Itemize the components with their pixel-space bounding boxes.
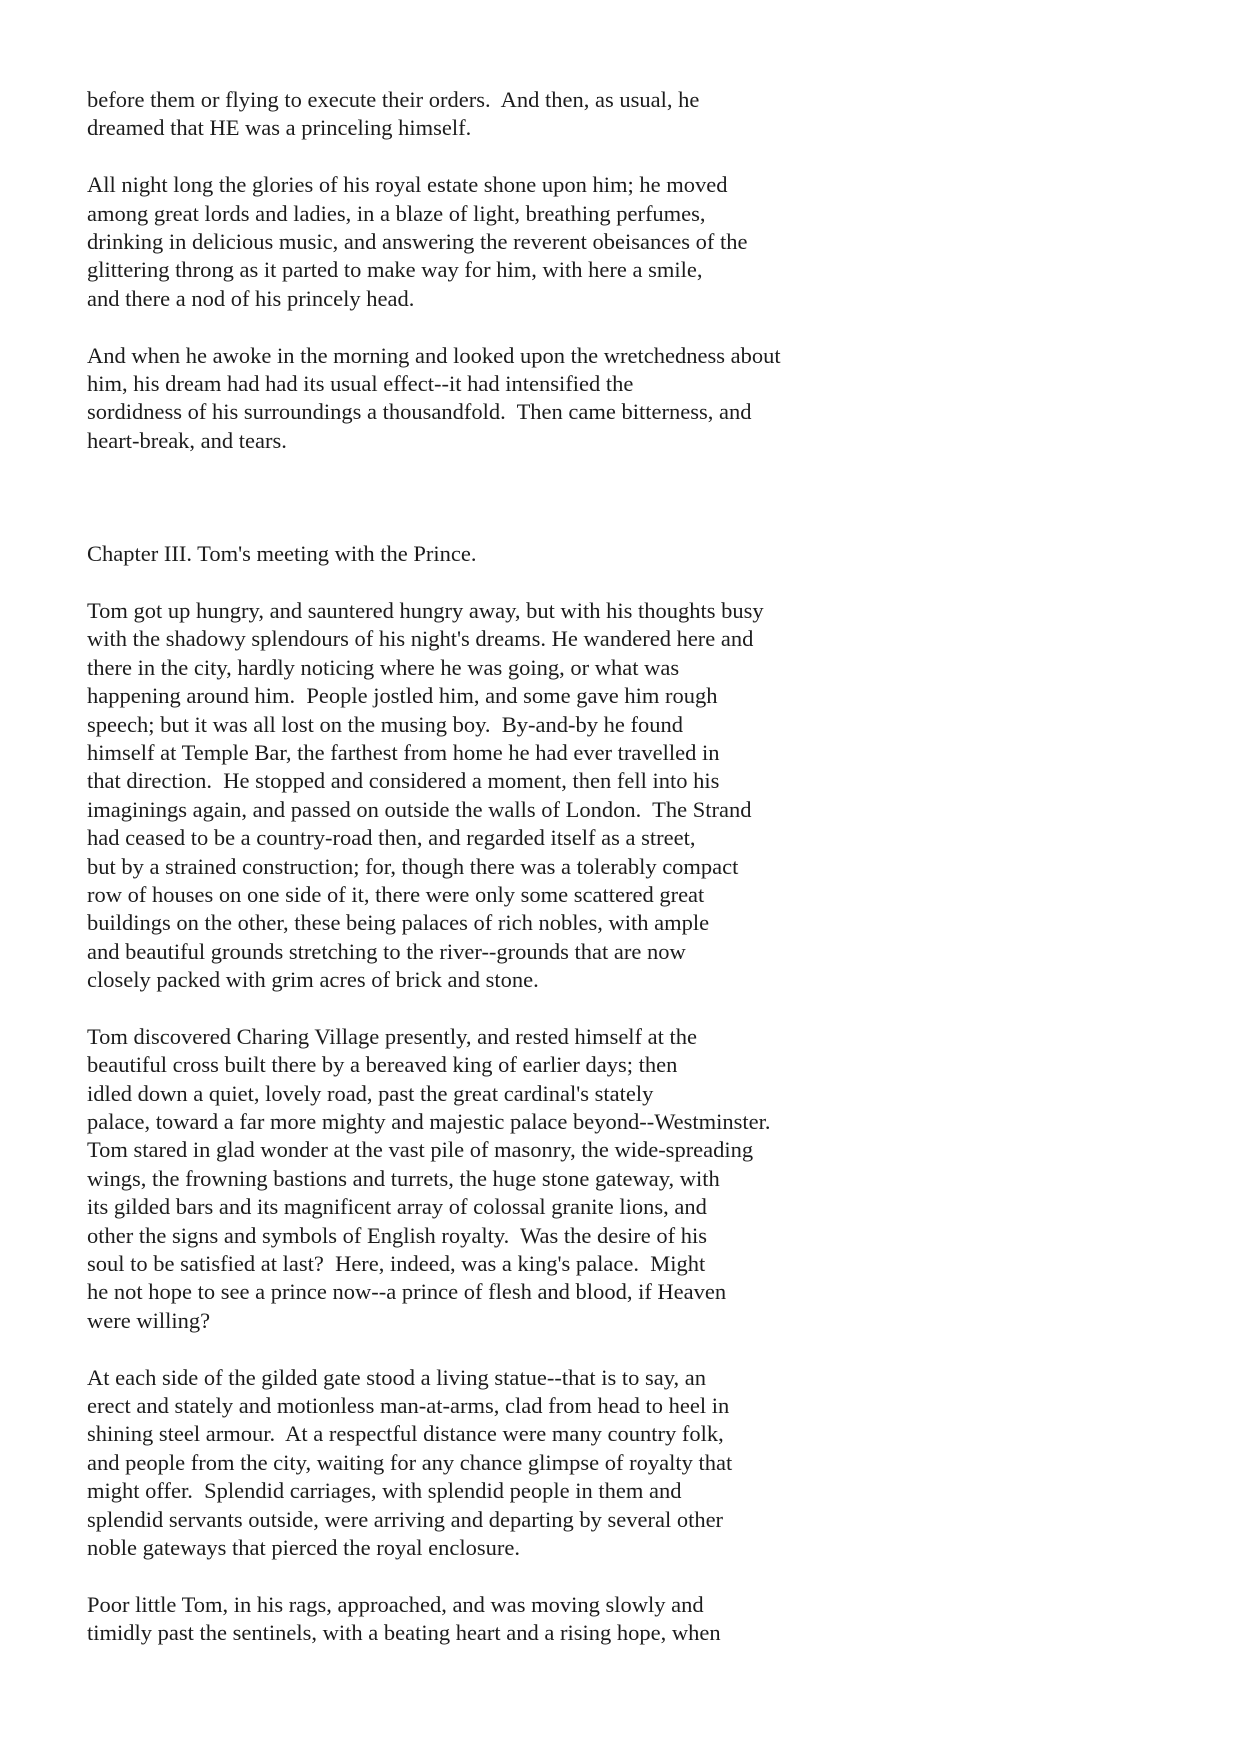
document-page xyxy=(87,86,1187,1676)
text-line: with the shadowy splendours of his night's dreams. He wandered here and xyxy=(87,626,754,652)
text-line: Tom discovered Charing Village presently, and rested himself at the xyxy=(87,1023,698,1049)
paragraph xyxy=(87,1591,1187,1648)
paragraph xyxy=(87,86,1187,143)
text-line: closely packed with grim acres of brick and stone. xyxy=(87,967,539,993)
text-line: that direction. He stopped and considered a moment, then fell into his xyxy=(87,768,720,794)
text-line: and there a nod of his princely head. xyxy=(87,285,415,311)
text-line: idled down a quiet, lovely road, past the great cardinal's stately xyxy=(87,1080,654,1106)
text-line: before them or flying to execute their orders. And then, as usual, he xyxy=(87,87,700,112)
text-line: dreamed that HE was a princeling himself. xyxy=(87,115,472,141)
paragraph xyxy=(87,1023,1187,1335)
paragraph xyxy=(87,342,1187,456)
text-line: himself at Temple Bar, the farthest from home he had ever travelled in xyxy=(87,740,720,765)
text-line: drinking in delicious music, and answering the reverent obeisances of the xyxy=(87,228,748,254)
text-line: imaginings again, and passed on outside the walls of London. The Strand xyxy=(87,796,752,822)
text-line: sordidness of his surroundings a thousandfold. Then came bitterness, and xyxy=(87,399,752,425)
text-line: glittering throng as it parted to make way for him, with here a smile, xyxy=(87,257,703,283)
text-line: its gilded bars and its magnificent array of colossal granite lions, and xyxy=(87,1194,707,1220)
text-line: row of houses on one side of it, there were only some scattered great xyxy=(87,881,705,907)
text-line: wings, the frowning bastions and turrets, the huge stone gateway, with xyxy=(87,1165,720,1191)
text-line: heart-break, and tears. xyxy=(87,427,287,453)
text-line: erect and stately and motionless man-at-arms, clad from head to heel in xyxy=(87,1392,730,1418)
text-line: among great lords and ladies, in a blaze of light, breathing perfumes, xyxy=(87,200,706,226)
text-line: happening around him. People jostled him, and some gave him rough xyxy=(87,683,718,709)
text-line: but by a strained construction; for, though there was a tolerably compact xyxy=(87,853,739,879)
text-line: speech; but it was all lost on the musing boy. By-and-by he found xyxy=(87,711,683,737)
text-line: him, his dream had had its usual effect--it had intensified the xyxy=(87,370,634,396)
text-line: All night long the glories of his royal estate shone upon him; he moved xyxy=(87,172,728,198)
text-line: he not hope to see a prince now--a prince of flesh and blood, if Heaven xyxy=(87,1279,727,1305)
text-line: beautiful cross built there by a bereaved king of earlier days; then xyxy=(87,1052,678,1078)
paragraph xyxy=(87,171,1187,313)
text-line: shining steel armour. At a respectful distance were many country folk, xyxy=(87,1421,724,1447)
text-line: timidly past the sentinels, with a beating heart and a rising hope, when xyxy=(87,1620,721,1646)
text-line: soul to be satisfied at last? Here, indeed, was a king's palace. Might xyxy=(87,1251,706,1277)
text-line: and beautiful grounds stretching to the river--grounds that are now xyxy=(87,938,686,964)
text-line: had ceased to be a country-road then, and regarded itself as a street, xyxy=(87,825,696,851)
paragraph xyxy=(87,1364,1187,1563)
text-line: there in the city, hardly noticing where he was going, or what was xyxy=(87,654,680,680)
paragraph xyxy=(87,597,1187,994)
text-line: Poor little Tom, in his rags, approached, and was moving slowly and xyxy=(87,1591,704,1617)
text-line: At each side of the gilded gate stood a living statue--that is to say, an xyxy=(87,1364,707,1390)
text-line: other the signs and symbols of English royalty. Was the desire of his xyxy=(87,1222,707,1248)
text-line: Tom got up hungry, and sauntered hungry away, but with his thoughts busy xyxy=(87,598,764,624)
chapter-heading xyxy=(87,540,1187,568)
text-line: palace, toward a far more mighty and majestic palace beyond--Westminster. xyxy=(87,1109,771,1135)
text-line: splendid servants outside, were arriving and departing by several other xyxy=(87,1506,724,1532)
text-line: might offer. Splendid carriages, with splendid people in them and xyxy=(87,1478,682,1504)
text-line: were willing? xyxy=(87,1307,211,1333)
text-line: buildings on the other, these being palaces of rich nobles, with ample xyxy=(87,910,710,936)
chapter-title: Chapter III. Tom's meeting with the Prince. xyxy=(87,541,477,567)
text-line: noble gateways that pierced the royal enclosure. xyxy=(87,1534,520,1560)
text-line: And when he awoke in the morning and looked upon the wretchedness about xyxy=(87,342,781,368)
text-line: Tom stared in glad wonder at the vast pile of masonry, the wide-spreading xyxy=(87,1137,754,1163)
text-line: and people from the city, waiting for any chance glimpse of royalty that xyxy=(87,1449,733,1475)
